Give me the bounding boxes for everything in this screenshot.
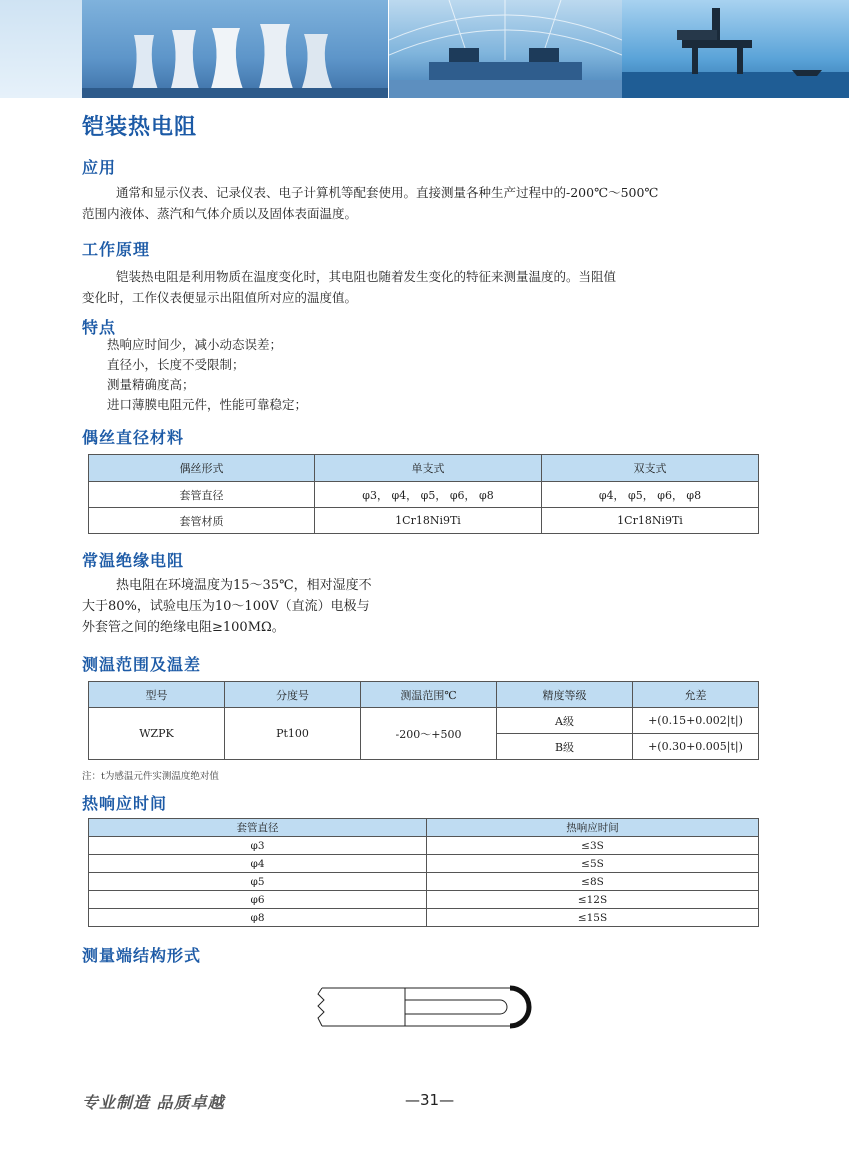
table-header-cell: 允差 bbox=[633, 682, 759, 708]
table-cell: ≤12S bbox=[427, 891, 759, 909]
banner-strip bbox=[0, 0, 82, 98]
table-cell: φ3， φ4， φ5， φ6， φ8 bbox=[315, 482, 542, 508]
response-time-table bbox=[88, 818, 759, 927]
table-cell: φ8 bbox=[89, 909, 427, 927]
principle-line-2: 变化时，工作仪表便显示出阻值所对应的温度值。 bbox=[82, 290, 358, 305]
table-cell: ≤15S bbox=[427, 909, 759, 927]
table-header-row bbox=[89, 819, 759, 837]
table-header-cell: 测温范围℃ bbox=[361, 682, 497, 708]
insulation-line-2: 大于80%，试验电压为10～100V（直流）电极与 bbox=[82, 599, 370, 614]
range-note: 注：t为感温元件实测温度绝对值 bbox=[82, 771, 219, 782]
insulation-text bbox=[82, 575, 442, 638]
page-number: —31— bbox=[405, 1091, 455, 1109]
insulation-line-3: 外套管之间的绝缘电阻≥100MΩ。 bbox=[82, 620, 285, 635]
heading-application: 应用 bbox=[82, 158, 117, 177]
model-cell: WZPK bbox=[89, 708, 225, 760]
span-cell: -200～+500 bbox=[361, 708, 497, 760]
table-row bbox=[89, 508, 759, 534]
feature-item: 测量精确度高； bbox=[107, 377, 195, 392]
table-header-cell: 热响应时间 bbox=[427, 819, 759, 837]
table-header-cell: 套管直径 bbox=[89, 819, 427, 837]
table-cell: φ4 bbox=[89, 855, 427, 873]
principle-line-1: 铠装热电阻是利用物质在温度变化时，其电阻也随着发生变化的特征来测量温度的。当阻值 bbox=[116, 269, 617, 284]
table-cell: 套管材质 bbox=[89, 508, 315, 534]
application-line-1: 通常和显示仪表、记录仪表、电子计算机等配套使用。直接测量各种生产过程中的-200℃～500℃ bbox=[116, 185, 659, 200]
heading-insulation: 常温绝缘电阻 bbox=[82, 551, 185, 570]
sensor-tip-diagram bbox=[310, 980, 540, 1035]
table-header-cell: 精度等级 bbox=[497, 682, 633, 708]
table-row bbox=[89, 909, 759, 927]
table-row bbox=[89, 708, 759, 734]
index-cell: Pt100 bbox=[225, 708, 361, 760]
application-text bbox=[82, 182, 752, 224]
features-list bbox=[107, 335, 307, 415]
table-cell: φ3 bbox=[89, 837, 427, 855]
header-banner bbox=[0, 0, 849, 98]
heading-features: 特点 bbox=[82, 318, 117, 337]
feature-item: 热响应时间少，减小动态误差； bbox=[107, 337, 283, 352]
feature-item: 直径小，长度不受限制； bbox=[107, 357, 245, 372]
heading-response-time: 热响应时间 bbox=[82, 794, 168, 813]
table-cell: φ6 bbox=[89, 891, 427, 909]
table-cell: φ5 bbox=[89, 873, 427, 891]
table-header-row bbox=[89, 682, 759, 708]
table-row bbox=[89, 891, 759, 909]
table-cell: 套管直径 bbox=[89, 482, 315, 508]
tolerance-cell: +(0.30+0.005|t|) bbox=[633, 734, 759, 760]
page-title: 铠装热电阻 bbox=[82, 115, 198, 140]
table-header-cell: 分度号 bbox=[225, 682, 361, 708]
table-cell: ≤5S bbox=[427, 855, 759, 873]
wire-material-table bbox=[88, 454, 759, 534]
temperature-range-table bbox=[88, 681, 759, 760]
table-row bbox=[89, 855, 759, 873]
heading-temperature-range: 测温范围及温差 bbox=[82, 655, 202, 674]
heading-structure: 测量端结构形式 bbox=[82, 946, 202, 965]
footer-slogan: 专业制造 品质卓越 bbox=[82, 1093, 225, 1112]
table-row bbox=[89, 482, 759, 508]
table-row bbox=[89, 837, 759, 855]
banner-photo-oil-platform bbox=[622, 0, 849, 98]
banner-photo-control-room bbox=[389, 0, 622, 98]
grade-cell: B级 bbox=[497, 734, 633, 760]
principle-text bbox=[82, 266, 752, 308]
banner-photo-cooling-towers bbox=[82, 0, 388, 98]
table-header-row bbox=[89, 455, 759, 482]
table-header-cell: 偶丝形式 bbox=[89, 455, 315, 482]
feature-item: 进口薄膜电阻元件，性能可靠稳定； bbox=[107, 397, 308, 412]
table-header-cell: 单支式 bbox=[315, 455, 542, 482]
application-line-2: 范围内液体、蒸汽和气体介质以及固体表面温度。 bbox=[82, 206, 358, 221]
heading-principle: 工作原理 bbox=[82, 240, 151, 259]
tolerance-cell: +(0.15+0.002|t|) bbox=[633, 708, 759, 734]
table-header-cell: 双支式 bbox=[542, 455, 759, 482]
table-header-cell: 型号 bbox=[89, 682, 225, 708]
table-cell: ≤3S bbox=[427, 837, 759, 855]
table-row bbox=[89, 873, 759, 891]
table-cell: φ4， φ5， φ6， φ8 bbox=[542, 482, 759, 508]
table-cell: 1Cr18Ni9Ti bbox=[315, 508, 542, 534]
table-cell: ≤8S bbox=[427, 873, 759, 891]
grade-cell: A级 bbox=[497, 708, 633, 734]
table-cell: 1Cr18Ni9Ti bbox=[542, 508, 759, 534]
heading-wire-material: 偶丝直径材料 bbox=[82, 428, 185, 447]
insulation-line-1: 热电阻在环境温度为15～35℃，相对湿度不 bbox=[116, 578, 372, 593]
